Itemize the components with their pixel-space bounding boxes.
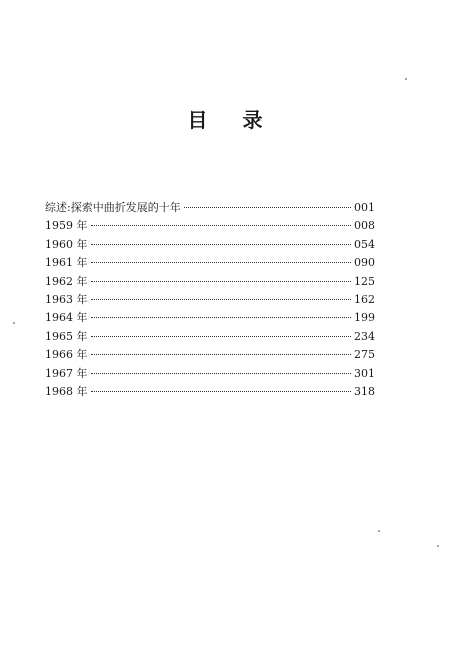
toc-entry-page-number: 162: [354, 292, 375, 306]
toc-entry[interactable]: [45, 383, 375, 401]
toc-entry-page-number: 008: [354, 219, 375, 233]
dot-leader: [91, 244, 352, 245]
toc-entry[interactable]: [45, 236, 375, 254]
toc-entry-label: 1962 年: [45, 274, 88, 288]
scan-speck: [437, 545, 439, 547]
dot-leader: [184, 207, 351, 208]
toc-entry-page-number: 001: [354, 201, 375, 214]
dot-leader: [91, 373, 352, 374]
toc-entry-label: 1967 年: [45, 366, 88, 380]
toc-entry-page-number: 054: [354, 237, 375, 251]
scan-speck: [405, 78, 407, 80]
toc-entry-label: 1960 年: [45, 237, 88, 251]
toc-entry-page-number: 301: [354, 366, 375, 380]
toc-entry[interactable]: [45, 199, 375, 217]
dot-leader: [91, 299, 352, 300]
toc-entry[interactable]: [45, 254, 375, 272]
toc-entry[interactable]: [45, 328, 375, 346]
scan-speck: [378, 530, 380, 532]
toc-entry-page-number: 275: [354, 348, 375, 362]
toc-entry-label: 1959 年: [45, 219, 88, 233]
dot-leader: [91, 391, 352, 392]
toc-entry-label: 1961 年: [45, 256, 88, 270]
toc-entry[interactable]: [45, 217, 375, 235]
toc-entry-page-number: 090: [354, 256, 375, 270]
scan-speck: [13, 322, 15, 324]
dot-leader: [91, 225, 352, 226]
dot-leader: [91, 281, 352, 282]
toc-entry-label: 1966 年: [45, 348, 88, 362]
toc-entry-label: 1964 年: [45, 311, 88, 325]
toc-title: 目 录: [187, 108, 277, 132]
toc-entry-label: 综述:探索中曲折发展的十年: [45, 201, 181, 214]
toc-entry-page-number: 199: [354, 311, 375, 325]
toc-entry[interactable]: [45, 365, 375, 383]
toc-entry[interactable]: [45, 309, 375, 327]
toc-entry-label: 1965 年: [45, 329, 88, 343]
dot-leader: [91, 317, 352, 318]
toc-entry[interactable]: [45, 346, 375, 364]
toc-entry-page-number: 234: [354, 329, 375, 343]
dot-leader: [91, 262, 352, 263]
toc-entry-page-number: 318: [354, 384, 375, 398]
toc-entry[interactable]: [45, 291, 375, 309]
toc-entry[interactable]: [45, 273, 375, 291]
toc-entry-label: 1968 年: [45, 384, 88, 398]
dot-leader: [91, 336, 352, 337]
table-of-contents: [45, 199, 375, 401]
toc-entry-label: 1963 年: [45, 292, 88, 306]
toc-entry-page-number: 125: [354, 274, 375, 288]
dot-leader: [91, 354, 352, 355]
